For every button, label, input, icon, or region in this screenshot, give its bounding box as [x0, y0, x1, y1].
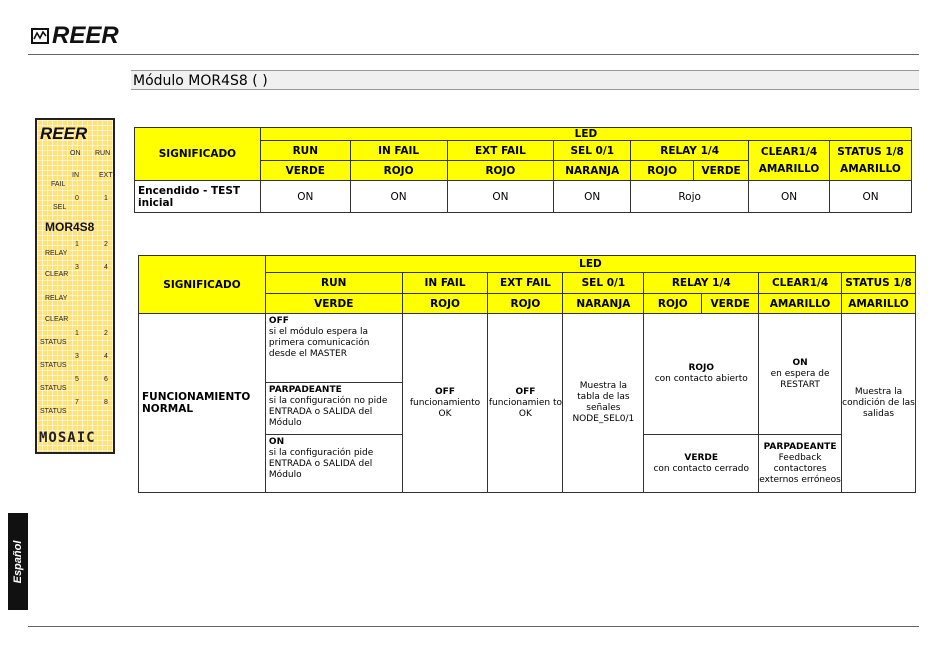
value-ext-fail: ON: [447, 181, 554, 213]
relay-verde-state: VERDE: [684, 452, 719, 463]
clear-blink-desc: Feedback contactores externos erróneos: [759, 452, 841, 485]
header-divider: [28, 54, 919, 55]
col-status-color: AMARILLO: [840, 163, 901, 175]
col-relay: RELAY 1/4: [644, 273, 759, 294]
run-desc: si el módulo espera la primera comunicación desde el MASTER: [268, 327, 370, 359]
color-run: VERDE: [260, 161, 350, 181]
device-label: STATUS: [40, 339, 67, 346]
device-label: RELAY: [45, 295, 68, 302]
clear-blink-cell: [759, 435, 842, 493]
significado-header: SIGNIFICADO: [139, 256, 266, 314]
color-in-fail: ROJO: [402, 294, 488, 314]
run-on-cell: [265, 435, 402, 493]
device-label: 1: [75, 241, 79, 248]
col-relay: RELAY 1/4: [631, 141, 749, 161]
module-title: Módulo MOR4S8 ( ): [131, 70, 919, 90]
ext-fail-cell: [488, 314, 563, 493]
device-label: 4: [104, 353, 108, 360]
col-sel: SEL 0/1: [563, 273, 644, 294]
run-off-cell: [265, 314, 402, 383]
logo-text: REER: [52, 22, 119, 49]
device-label: 3: [75, 353, 79, 360]
col-in-fail: IN FAIL: [402, 273, 488, 294]
device-label: 5: [75, 376, 79, 383]
device-label: 2: [104, 241, 108, 248]
relay-rojo-desc: con contacto abierto: [654, 374, 748, 384]
clear-on-state: ON: [792, 357, 808, 368]
run-state: OFF: [268, 316, 289, 326]
color-run: VERDE: [265, 294, 402, 314]
led-header: LED: [260, 128, 911, 141]
sel-cell: Muestra la tabla de las señales NODE_SEL0/1: [563, 314, 644, 493]
status-cell: Muestra la condición de las salidas: [842, 314, 916, 493]
col-clear-color: AMARILLO: [758, 163, 820, 175]
relay-verde-cell: [644, 435, 759, 493]
device-label: STATUS: [40, 385, 67, 392]
device-label: STATUS: [40, 408, 67, 415]
col-status-label: STATUS 1/8: [837, 146, 904, 158]
color-in-fail: ROJO: [350, 161, 447, 181]
col-run: RUN: [260, 141, 350, 161]
run-desc: si la configuración no pide ENTRADA o SALIDA del Módulo: [268, 396, 388, 428]
col-status: STATUS 1/8: [842, 273, 916, 294]
device-label: CLEAR: [45, 316, 69, 323]
reer-logo: [31, 22, 119, 50]
color-relay-verde: VERDE: [702, 294, 759, 314]
language-tab: Español: [8, 513, 28, 610]
device-label: 7: [75, 399, 79, 406]
color-sel: NARANJA: [563, 294, 644, 314]
device-label: SEL: [53, 204, 67, 211]
device-label: 3: [75, 264, 79, 271]
module-illustration: [35, 118, 115, 454]
device-label: 8: [104, 399, 108, 406]
color-relay-verde: VERDE: [694, 161, 749, 181]
color-sel: NARANJA: [554, 161, 631, 181]
color-status: AMARILLO: [842, 294, 916, 314]
col-clear: [749, 141, 830, 181]
device-model-name: MOR4S8: [45, 220, 95, 234]
color-ext-fail: ROJO: [488, 294, 563, 314]
color-relay-rojo: ROJO: [644, 294, 702, 314]
clear-on-desc: en espera de RESTART: [770, 368, 830, 390]
col-clear: CLEAR1/4: [759, 273, 842, 294]
value-in-fail: ON: [350, 181, 447, 213]
color-relay-rojo: ROJO: [631, 161, 694, 181]
device-label: 1: [75, 330, 79, 337]
col-in-fail: IN FAIL: [350, 141, 447, 161]
relay-verde-desc: con contacto cerrado: [653, 463, 749, 474]
color-clear: AMARILLO: [759, 294, 842, 314]
relay-rojo-state: ROJO: [688, 363, 715, 373]
value-status: ON: [830, 181, 912, 213]
led-table-test: [134, 127, 912, 213]
value-run: ON: [260, 181, 350, 213]
row-label: FUNCIONAMIENTO NORMAL: [139, 314, 266, 493]
device-label: CLEAR: [45, 271, 69, 278]
run-desc: si la configuración pide ENTRADA o SALIDA del Módulo: [268, 448, 374, 480]
clear-on-cell: [759, 314, 842, 435]
device-label: RELAY: [45, 250, 68, 257]
device-label: 2: [104, 330, 108, 337]
run-blink-cell: [265, 383, 402, 435]
col-clear-label: CLEAR1/4: [760, 146, 818, 158]
device-label: RUN: [95, 150, 111, 157]
logo-mark-icon: [31, 28, 49, 44]
run-state: ON: [268, 437, 285, 447]
device-label: 0: [75, 195, 79, 202]
row-label: Encendido - TEST inicial: [135, 181, 261, 213]
device-label: 4: [104, 264, 108, 271]
in-fail-cell: [402, 314, 488, 493]
device-label: FAIL: [51, 181, 66, 188]
device-logo: REER: [40, 124, 88, 143]
device-label: IN: [72, 172, 79, 179]
device-label: ON: [70, 150, 81, 157]
led-header: LED: [265, 256, 915, 273]
ext-fail-state: OFF: [515, 386, 536, 397]
col-sel: SEL 0/1: [554, 141, 631, 161]
led-table-normal: [138, 255, 916, 493]
device-label: 1: [104, 195, 108, 202]
significado-header: SIGNIFICADO: [135, 128, 261, 181]
col-run: RUN: [265, 273, 402, 294]
run-state: PARPADEANTE: [268, 385, 342, 395]
col-status: [830, 141, 912, 181]
footer-divider: [28, 626, 919, 627]
device-label: STATUS: [40, 362, 67, 369]
ext-fail-desc: funcionamien to OK: [488, 397, 562, 419]
col-ext-fail: EXT FAIL: [447, 141, 554, 161]
col-ext-fail: EXT FAIL: [488, 273, 563, 294]
relay-rojo-cell: [644, 314, 759, 435]
color-ext-fail: ROJO: [447, 161, 554, 181]
device-label: 6: [104, 376, 108, 383]
value-relay: Rojo: [631, 181, 749, 213]
in-fail-state: OFF: [435, 386, 455, 397]
device-brand: MOSAIC: [39, 430, 96, 446]
device-label: EXT: [99, 172, 113, 179]
clear-blink-state: PARPADEANTE: [763, 441, 837, 452]
in-fail-desc: funcionamiento OK: [409, 397, 481, 419]
value-clear: ON: [749, 181, 830, 213]
value-sel: ON: [554, 181, 631, 213]
